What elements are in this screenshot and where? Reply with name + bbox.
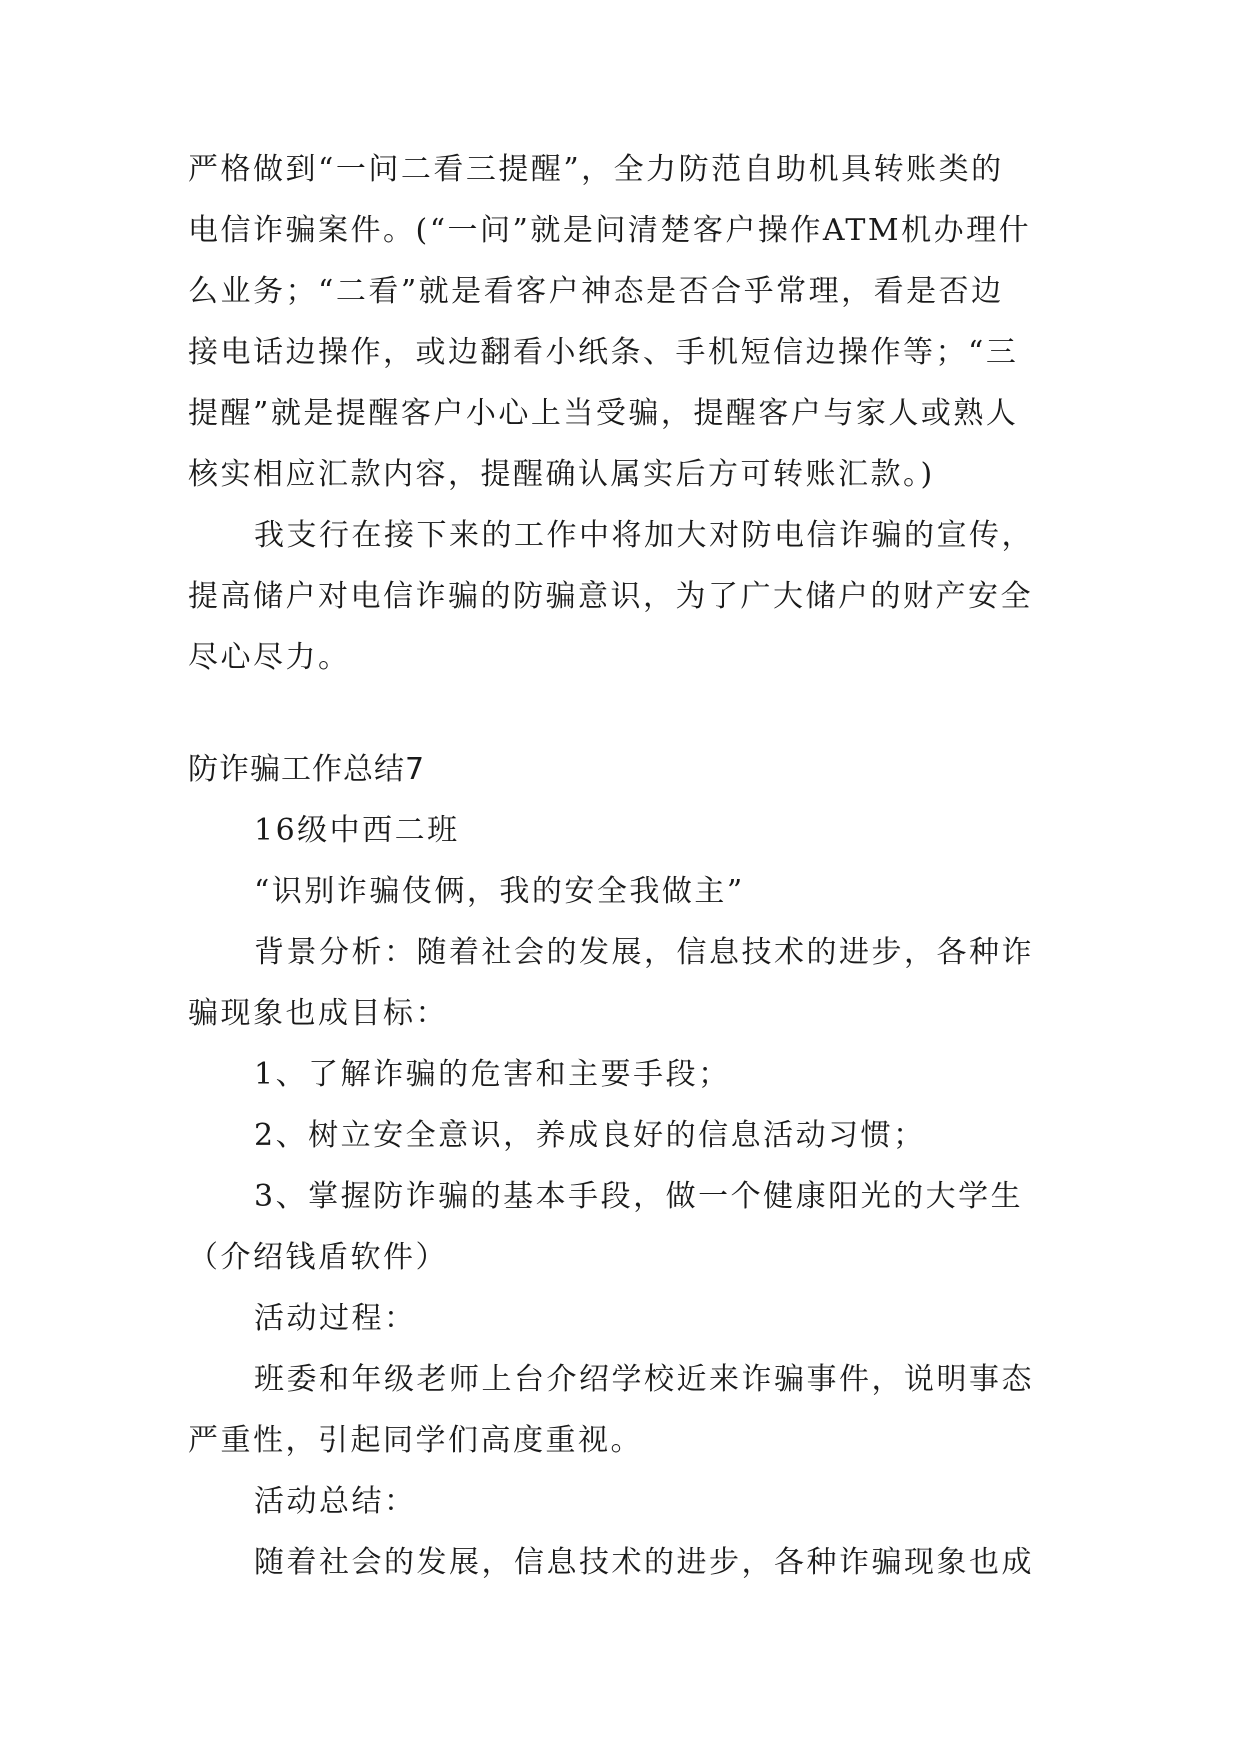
paragraph-line: 骗现象也成目标： xyxy=(188,996,448,1031)
paragraph-line: 随着社会的发展，信息技术的进步，各种诈骗现象也成 xyxy=(254,1545,1034,1580)
list-item: 3、掌握防诈骗的基本手段，做一个健康阳光的大学生 xyxy=(254,1179,1024,1214)
paragraph-line: 班委和年级老师上台介绍学校近来诈骗事件，说明事态 xyxy=(254,1362,1034,1397)
paragraph-line: 我支行在接下来的工作中将加大对防电信诈骗的宣传， xyxy=(254,518,1034,553)
subheading: 活动总结： xyxy=(254,1484,417,1519)
paragraph-line: 背景分析：随着社会的发展，信息技术的进步，各种诈 xyxy=(254,935,1034,970)
section-heading: 防诈骗工作总结7 xyxy=(188,752,426,787)
activity-title: “识别诈骗伎俩，我的安全我做主” xyxy=(254,874,745,909)
paragraph-line: 电信诈骗案件。(“一问”就是问清楚客户操作ATM机办理什 xyxy=(188,213,1032,248)
paragraph-line: 严格做到“一问二看三提醒”，全力防范自助机具转账类的 xyxy=(188,152,1004,187)
list-item: 1、了解诈骗的危害和主要手段； xyxy=(254,1057,731,1092)
paragraph-line: 提高储户对电信诈骗的防骗意识，为了广大储户的财产安全 xyxy=(188,579,1033,614)
paragraph-line: 接电话边操作，或边翻看小纸条、手机短信边操作等；“三 xyxy=(188,335,1019,370)
subheading: 活动过程： xyxy=(254,1301,417,1336)
paragraph-line: 提醒”就是提醒客户小心上当受骗，提醒客户与家人或熟人 xyxy=(188,396,1019,431)
paragraph-line: 严重性，引起同学们高度重视。 xyxy=(188,1423,643,1458)
paragraph-line: （介绍钱盾软件） xyxy=(188,1240,448,1275)
list-item: 2、树立安全意识，养成良好的信息活动习惯； xyxy=(254,1118,926,1153)
class-name-line: 16级中西二班 xyxy=(254,813,460,848)
paragraph-line: 尽心尽力。 xyxy=(188,640,351,675)
paragraph-line: 核实相应汇款内容，提醒确认属实后方可转账汇款。) xyxy=(188,457,935,492)
paragraph-line: 么业务；“二看”就是看客户神态是否合乎常理，看是否边 xyxy=(188,274,1004,309)
